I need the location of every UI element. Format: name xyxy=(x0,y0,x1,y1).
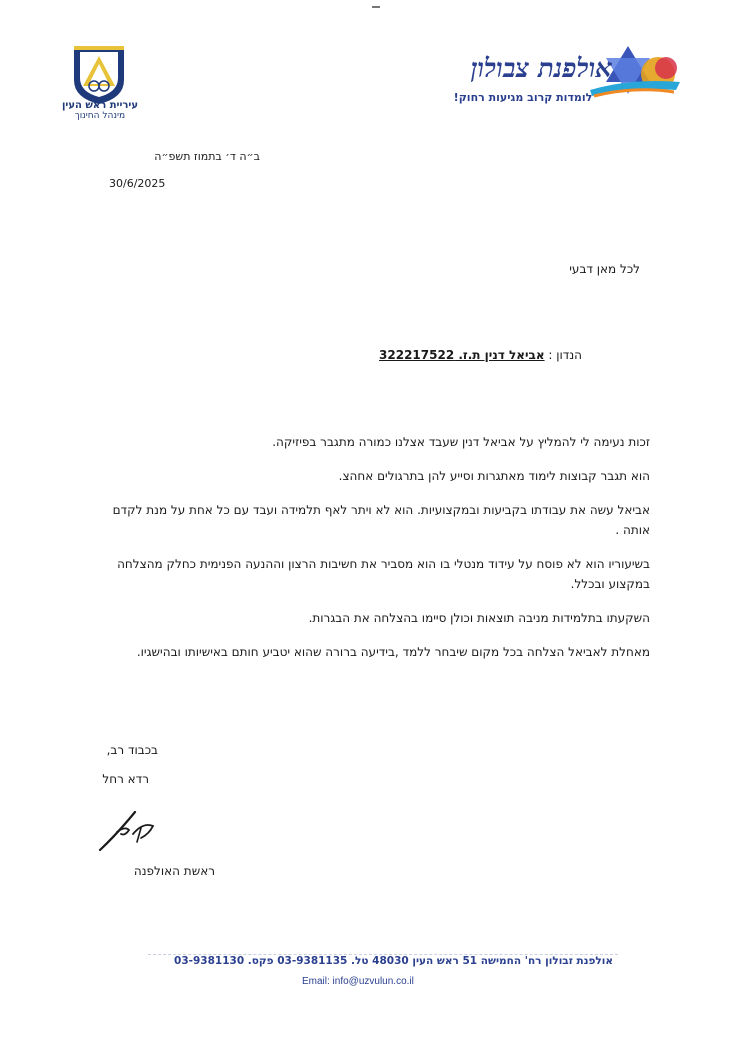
municipality-crest xyxy=(68,40,130,108)
municipality-name: עיריית ראש העין xyxy=(61,100,139,111)
subject-line xyxy=(379,348,582,362)
body-paragraph: בשיעוריו הוא לא פוסח על עידוד מנטלי בו הוא מסביר את חשיבות הרצון וההנעה הפנימית כחלק מהצלחה במקצוע ובכלל. xyxy=(117,557,650,591)
signer-name: רדא רחל xyxy=(102,772,149,786)
hebrew-date: ב״ה ד׳ בתמוז תשפ״ה xyxy=(154,150,260,163)
signer-role: ראשת האולפנה xyxy=(133,864,215,878)
subject-value: אביאל דנין ת.ז. 322217522 xyxy=(379,348,545,362)
closing: בכבוד רב, xyxy=(106,743,158,757)
body-paragraph: אביאל עשה את עבודתו בקביעות ובמקצועיות. הוא לא ויתר לאף תלמידה ועבד עם כל אחת על מנת לקדם אותה . xyxy=(112,503,650,537)
body-paragraph: הוא תגבר קבוצות לימוד מאתגרות וסייע להן בתרגולים אחהצ. xyxy=(338,469,650,483)
school-tagline: לומדות קרוב מגיעות רחוק! xyxy=(453,91,593,104)
addressee: לכל מאן דבעי xyxy=(569,262,640,276)
body-paragraph: מאחלת לאביאל הצלחה בכל מקום שיבחר ללמד ,בידיעה ברורה שהוא יטביע חותם באישיותו ובהישגיו. xyxy=(136,645,650,659)
school-logo-wordmark: אולפנת צבולון xyxy=(470,54,612,84)
scan-mark xyxy=(372,6,380,8)
gregorian-date: 30/6/2025 xyxy=(109,177,166,190)
letter-body xyxy=(100,432,650,676)
body-paragraph: זכות נעימה לי להמליץ על אביאל דנין שעבד אצלנו כמורה מתגבר בפיזיקה. xyxy=(272,435,650,449)
handwritten-signature xyxy=(95,804,165,856)
municipality-department: מינהל החינוך xyxy=(74,111,126,121)
footer-email[interactable]: Email: info@uzvulun.co.il xyxy=(302,976,414,987)
subject-label: הנדון : xyxy=(548,348,582,362)
footer-address: אולפנת זבולון רח' החמישה 51 ראש העין 48030 טל. 03-9381135 פקס. 03-9381130 xyxy=(174,955,613,967)
body-paragraph: השקעתו בתלמידות מניבה תוצאות וכולן סיימו בהצלחה את הבגרות. xyxy=(308,611,650,625)
